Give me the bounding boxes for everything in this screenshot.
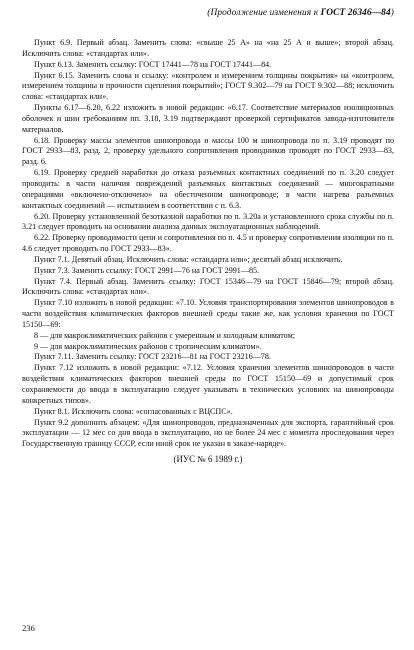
paragraph: Пункт 7.3. Заменить ссылку: ГОСТ 2991—76 на ГОСТ 2991—85. [34,265,260,275]
header-suffix: ) [390,8,394,18]
paragraph: Пункт 7.10 изложить в новой редакции: «7.10. Условия транспортирования элементов шинопроводов в части воздействия климатических факторов внешней среды такие же, как условия хранения по ГОСТ 15150—69: [22,298,394,329]
running-header [207,8,394,18]
paragraph: Пункт 7.1. Девятый абзац. Исключить слова: «стандарта или»; десятый абзац исключить. [34,254,343,264]
paragraph: Пункт 6.13. Заменить ссылку: ГОСТ 17441—78 на ГОСТ 17441—84. [34,59,272,69]
paragraph: Пункт 7.4. Первый абзац. Заменить ссылку: ГОСТ 15346—79 на ГОСТ 15846—79; второй абзац. Исключить слова: «стандартах или». [22,276,394,297]
paragraph: Пункт 8.1. Исключить слова: «согласованных с ВЦСПС». [34,406,233,416]
paragraph: Пункты 6.17—6.20, 6.22 изложить в новой редакции: «6.17. Соответствие материалов изоляционных оболочек и шин требованиям пп. 3.18, 3.19 подтверждают проверкой сертификатов завода-изготовителя материалов. [22,103,394,134]
paragraph: 6.20. Проверку установленной безотказной наработки по п. 3.20а и установленного срока службы по п. 3.21 следует проводить на основании анализа данных эксплуатационных наблюдений. [22,211,394,232]
document-body [22,38,394,466]
paragraph: Пункт 7.12 изложить в новой редакции: «7.12. Условия хранения элементов шинопроводов в части воздействия климатических факторов внешней среды по ГОСТ 15150—69 и допустимый срок сохраняемости до ввода в эксплуатацию следует указывать в технических условиях на шинопроводы конкретных типов». [22,363,394,405]
header-prefix: (Продолжение изменения к [207,8,321,18]
paragraph: Пункт 7.11. Заменить ссылку: ГОСТ 23216—81 на ГОСТ 23216—78. [34,352,271,362]
paragraph: 8 — для макроклиматических районов с умеренным и холодным климатом; [34,330,295,340]
paragraph: 9 — для макроклиматических районов с тропическим климатом». [34,341,262,351]
paragraph: 6.22. Проверку проводимости цепи и сопротивления по п. 4.5 и проверку сопротивления изоляции по п. 4.6 следует проводить по ГОСТ 2933—83». [22,233,394,254]
publication-reference: (ИУС № 6 1989 г.) [173,454,243,465]
paragraph: 6.18. Проверку массы элементов шинопровода и массы 100 м шинопровода по п. 3.19 проводят по ГОСТ 2933—83, разд. 2, проверку удельного сопротивления проводников проводят по ГОСТ 2933—83, разд. 6. [22,135,394,167]
page-number: 236 [22,623,35,633]
paragraph: Пункт 6.9. Первый абзац. Заменить слова: «свыше 25 А» на «на 25 А и выше»; второй абзац. Исключить слова: «стандартах или». [22,38,394,58]
paragraph: Пункт 9.2 дополнить абзацем: «Для шинопроводов, предназначенных для экспорта, гарантийный срок эксплуатации — 12 мес со дня ввода в эксплуатацию, но не более 24 мес с момента проследования через Государственную границу СССР, если иной срок не указан в заказе-наряде». [22,417,394,449]
header-standard-number: ГОСТ 26346—84 [320,8,391,18]
paragraph: Пункт 6.15. Заменить слова и ссылку: «контролем и измерением толщины покрытия» на «контролем, измерением толщины и прочности сцепления покрытий»; ГОСТ 9.302—79 на ГОСТ 9.302—88; исключить слова: «стандартах или». [22,70,394,102]
paragraph: 6.19. Проверку средней наработки до отказа разъемных контактных соединений по п. 3.20 следует проводить: в части наличия повреждений разъемных контактных соединений — многократными операциями «включено-отключено» на обесточенном шинопроводе; в части нагрева разъемных контактных соединений — испытанием в соответствии с п. 6.3. [22,168,394,210]
